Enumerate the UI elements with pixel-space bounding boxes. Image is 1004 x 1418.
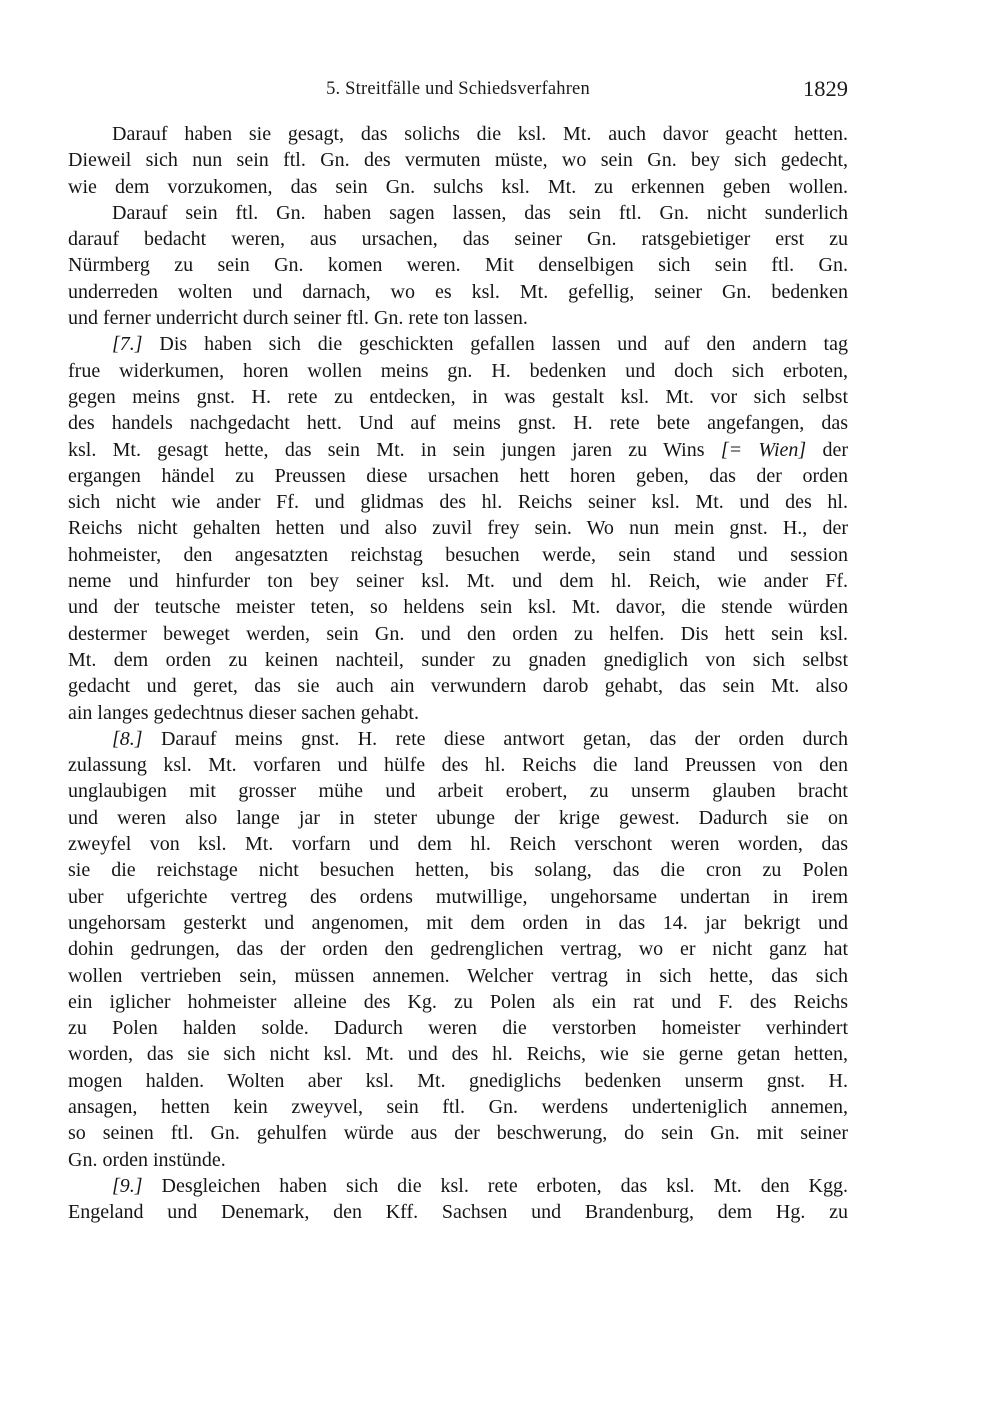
editorial-marker: [7.] <box>112 333 143 356</box>
text-segment: Desgleichen haben sich die ksl. rete erboten, das ksl. Mt. den Kgg. <box>142 1174 848 1197</box>
text-line <box>68 963 848 989</box>
text-line <box>68 1120 848 1146</box>
text-segment: Engeland und Denemark, den Kff. Sachsen und Brandenburg, dem Hg. zu <box>68 1201 848 1224</box>
text-segment: sie die reichstage nicht besuchen hetten, bis solang, das die cron zu Polen <box>68 859 848 882</box>
editorial-marker: [= Wien] <box>720 438 807 461</box>
text-segment: wollen vertrieben sein, müssen annemen. Welcher vertrag in sich hette, das sich <box>68 964 848 987</box>
text-segment: ain langes gedechtnus dieser sachen gehabt. <box>68 701 419 724</box>
text-segment: wie dem vorzukomen, das sein Gn. sulchs ksl. Mt. zu erkennen geben wollen. <box>68 175 848 198</box>
text-segment: Nürmberg zu sein Gn. komen weren. Mit denselbigen sich sein ftl. Gn. <box>68 254 848 277</box>
text-line <box>68 1041 848 1067</box>
text-line <box>68 700 848 726</box>
text-segment: dohin gedrungen, das der orden den gedrenglichen vertrag, wo er nicht ganz hat <box>68 938 848 961</box>
text-line <box>68 594 848 620</box>
running-header <box>68 76 848 105</box>
text-line <box>68 647 848 673</box>
text-line <box>68 805 848 831</box>
text-line <box>68 1147 848 1173</box>
text-segment: worden, das sie sich nicht ksl. Mt. und des hl. Reichs, wie sie gerne getan hetten, <box>68 1043 848 1066</box>
text-line <box>68 884 848 910</box>
text-segment: Darauf haben sie gesagt, das solichs die ksl. Mt. auch davor geacht hetten. <box>112 123 848 145</box>
text-segment: underreden wolten und darnach, wo es ksl. Mt. gefellig, seiner Gn. bedenken <box>68 280 848 303</box>
editorial-marker: [8.] <box>112 727 143 750</box>
text-line <box>68 489 848 515</box>
text-segment: hohmeister, den angesatzten reichstag besuchen werde, sein stand und session <box>68 543 848 566</box>
text-segment: ansagen, hetten kein zweyvel, sein ftl. Gn. werdens underteniglich annemen, <box>68 1095 848 1118</box>
text-line <box>68 331 848 357</box>
text-line <box>68 989 848 1015</box>
text-segment: unglaubigen mit grosser mühe und arbeit erobert, zu unserm glauben bracht <box>68 780 848 803</box>
text-line <box>68 174 848 200</box>
text-segment: gedacht und geret, das sie auch ain verwundern darob gehabt, das sein Mt. also <box>68 675 848 698</box>
paragraph <box>68 726 848 1173</box>
text-line <box>68 752 848 778</box>
text-segment: darauf bedacht weren, aus ursachen, das seiner Gn. ratsgebietiger erst zu <box>68 228 848 251</box>
paragraph <box>68 200 848 331</box>
text-line <box>68 463 848 489</box>
text-line <box>68 226 848 252</box>
text-line <box>68 910 848 936</box>
text-line <box>68 778 848 804</box>
text-segment: Mt. dem orden zu keinen nachteil, sunder zu gnaden gnediglich von sich selbst <box>68 648 848 671</box>
text-segment: der <box>806 438 848 461</box>
text-line <box>68 568 848 594</box>
text-line <box>68 252 848 278</box>
text-line <box>68 410 848 436</box>
text-line <box>68 384 848 410</box>
text-segment: Dis haben sich die geschickten gefallen lassen und auf den andern tag <box>142 333 848 356</box>
paragraph <box>68 1173 848 1226</box>
text-line <box>68 437 848 463</box>
text-line <box>68 1094 848 1120</box>
running-header-title: 5. Streitfälle und Schiedsverfahren <box>326 79 590 99</box>
text-line <box>68 1015 848 1041</box>
text-segment: destermer beweget werden, sein Gn. und den orden zu helfen. Dis hett sein ksl. <box>68 622 848 645</box>
text-line <box>68 305 848 331</box>
text-line <box>68 857 848 883</box>
text-segment: zulassung ksl. Mt. vorfaren und hülfe des hl. Reichs die land Preussen von den <box>68 754 848 777</box>
text-line <box>68 831 848 857</box>
paragraph <box>68 331 848 725</box>
paragraph <box>68 121 848 200</box>
text-line <box>68 200 848 226</box>
text-line <box>68 121 848 147</box>
text-segment: Reichs nicht gehalten hetten und also zuvil frey sein. Wo nun mein gnst. H., der <box>68 517 848 540</box>
text-segment: Darauf meins gnst. H. rete diese antwort getan, das der orden durch <box>142 727 848 750</box>
text-segment: gegen meins gnst. H. rete zu entdecken, in was gestalt ksl. Mt. vor sich selbst <box>68 385 848 408</box>
text-line <box>68 1173 848 1199</box>
text-line <box>68 147 848 173</box>
text-line <box>68 673 848 699</box>
text-line <box>68 358 848 384</box>
text-segment: so seinen ftl. Gn. gehulfen würde aus der beschwerung, do sein Gn. mit seiner <box>68 1122 848 1145</box>
text-segment: ungehorsam gesterkt und angenomen, mit dem orden in das 14. jar bekrigt und <box>68 911 848 934</box>
text-segment: ein iglicher hohmeister alleine des Kg. zu Polen als ein rat und F. des Reichs <box>68 990 848 1013</box>
text-segment: und der teutsche meister teten, so heldens sein ksl. Mt. davor, die stende würden <box>68 596 848 619</box>
text-segment: zweyfel von ksl. Mt. vorfarn und dem hl. Reich verschont weren worden, das <box>68 833 848 856</box>
editorial-marker: [9.] <box>112 1174 143 1197</box>
text-segment: uber ufgerichte vertreg des ordens mutwillige, ungehorsame undertan in irem <box>68 885 848 908</box>
text-segment: und ferner underricht durch seiner ftl. Gn. rete ton lassen. <box>68 307 528 330</box>
text-segment: mogen halden. Wolten aber ksl. Mt. gnediglichs bedenken unserm gnst. H. <box>68 1069 848 1092</box>
text-line <box>68 279 848 305</box>
text-segment: Gn. orden instünde. <box>68 1148 226 1171</box>
page-number: 1829 <box>803 76 848 101</box>
text-line <box>68 542 848 568</box>
text-segment: zu Polen halden solde. Dadurch weren die verstorben homeister verhindert <box>68 1017 848 1040</box>
text-segment: neme und hinfurder ton bey seiner ksl. Mt. und dem hl. Reich, wie ander Ff. <box>68 570 848 593</box>
text-segment: und weren also lange jar in steter ubunge der krige gewest. Dadurch sie on <box>68 806 848 829</box>
text-segment: ksl. Mt. gesagt hette, das sein Mt. in sein jungen jaren zu Wins <box>68 438 721 461</box>
text-segment: ergangen händel zu Preussen diese ursachen hett horen geben, das der orden <box>68 464 848 487</box>
text-segment: frue widerkumen, horen wollen meins gn. H. bedenken und doch sich erboten, <box>68 359 848 382</box>
text-line <box>68 936 848 962</box>
text-line <box>68 1199 848 1225</box>
text-line <box>68 515 848 541</box>
text-segment: Darauf sein ftl. Gn. haben sagen lassen, das sein ftl. Gn. nicht sunderlich <box>112 201 848 224</box>
text-line <box>68 726 848 752</box>
text-line <box>68 1068 848 1094</box>
text-line <box>68 621 848 647</box>
text-segment: sich nicht wie ander Ff. und glidmas des hl. Reichs seiner ksl. Mt. und des hl. <box>68 491 848 514</box>
text-segment: Dieweil sich nun sein ftl. Gn. des vermuten müste, wo sein Gn. bey sich gedecht, <box>68 149 848 172</box>
text-segment: des handels nachgedacht hett. Und auf meins gnst. H. rete bete angefangen, das <box>68 412 848 435</box>
text-block <box>68 121 848 1225</box>
